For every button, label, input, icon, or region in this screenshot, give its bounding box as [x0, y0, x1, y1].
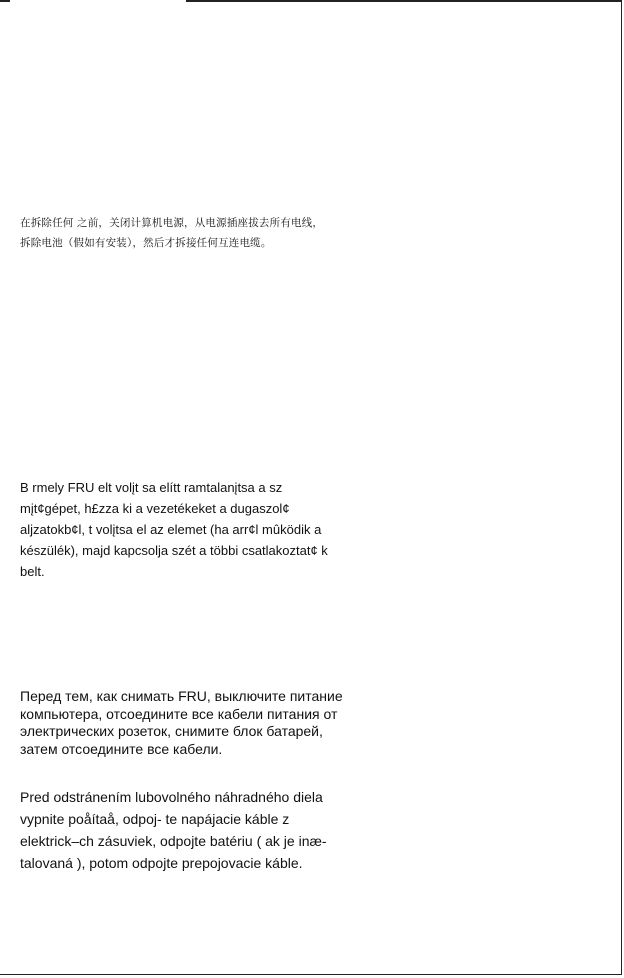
- top-border-left: [0, 0, 10, 2]
- top-border-right: [186, 0, 622, 2]
- notice-russian: Перед тем, как снимать FRU, выключите питание компьютера, отсоедините все кабели питания от электрических розеток, снимите блок батарей, затем отсоедините все кабели.: [20, 688, 343, 757]
- notice-slovak: Pred odstránením lubovolného náhradného diela vypnite poåítaå, odpoj- te napájacie káble z elektrick–ch zásuviek, odpojte batériu ( ak je inæ- talovaná ), potom odpojte prepojovacie káble.: [20, 789, 327, 871]
- notice-hungarian: B rmely FRU elt volįt sa elítt ramtalanįtsa a sz mįt¢gépet, h£zza ki a vezetékeket a dugaszol¢ aljzatokb¢l, t volįtsa el az elemet (ha arr¢l mûködik a készülék), majd kapcsolja szét a többi csatlakoztat¢ k belt.: [20, 480, 328, 579]
- notice-chinese: 在拆除任何 之前，关闭计算机电源，从电源插座拔去所有电线， 拆除电池（假如有安装），然后才拆接任何互连电缆。: [20, 217, 324, 249]
